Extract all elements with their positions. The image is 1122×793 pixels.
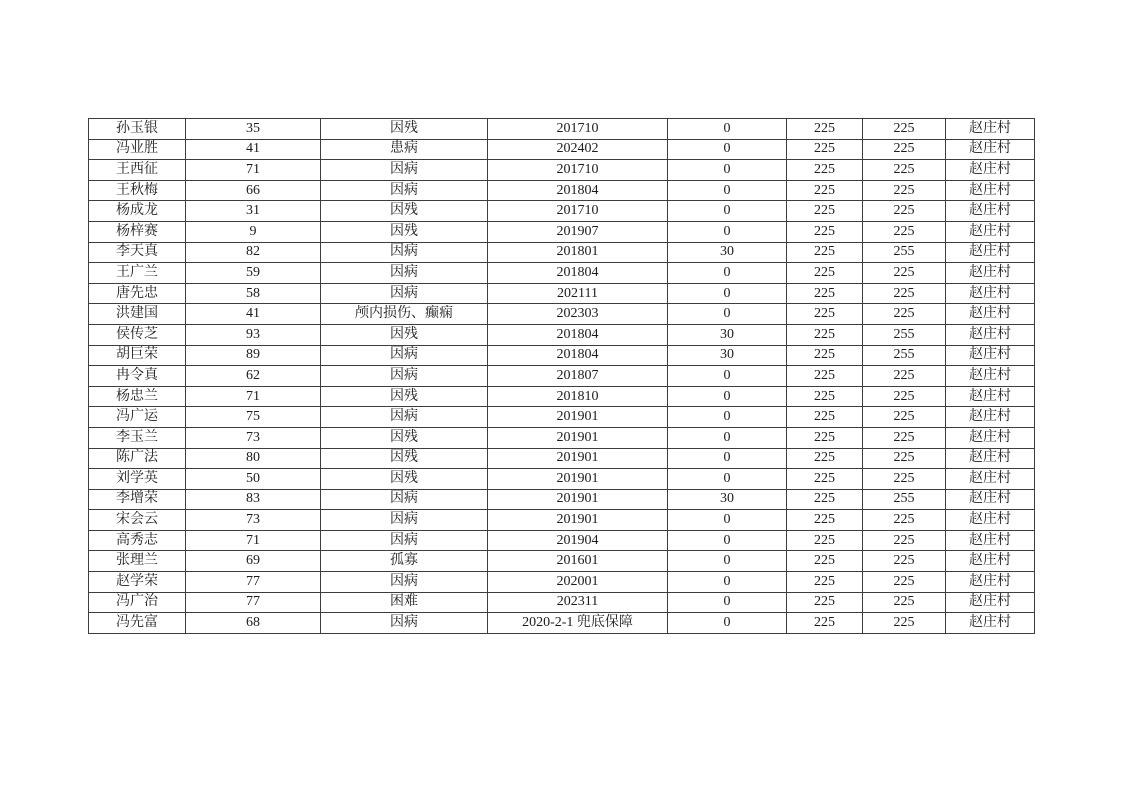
table-cell: 30 — [668, 345, 787, 366]
table-cell: 30 — [668, 242, 787, 263]
table-cell: 孤寡 — [321, 551, 488, 572]
table-cell: 201901 — [488, 407, 668, 428]
table-cell: 0 — [668, 304, 787, 325]
table-row — [89, 221, 1035, 242]
table-cell: 68 — [186, 613, 321, 634]
table-cell: 0 — [668, 180, 787, 201]
table-row — [89, 324, 1035, 345]
table-cell: 201901 — [488, 469, 668, 490]
roster-table-body — [89, 119, 1035, 634]
table-cell: 225 — [787, 407, 863, 428]
table-cell: 因残 — [321, 427, 488, 448]
table-cell: 225 — [863, 510, 946, 531]
table-cell: 201810 — [488, 386, 668, 407]
table-row — [89, 448, 1035, 469]
table-cell: 赵庄村 — [946, 469, 1035, 490]
table-cell: 赵庄村 — [946, 530, 1035, 551]
table-cell: 201804 — [488, 345, 668, 366]
table-cell: 255 — [863, 242, 946, 263]
table-cell: 31 — [186, 201, 321, 222]
table-cell: 225 — [787, 304, 863, 325]
table-cell: 赵庄村 — [946, 448, 1035, 469]
table-cell: 赵庄村 — [946, 572, 1035, 593]
table-cell: 41 — [186, 139, 321, 160]
table-cell: 胡巨荣 — [89, 345, 186, 366]
table-cell: 225 — [787, 324, 863, 345]
table-cell: 因病 — [321, 613, 488, 634]
table-cell: 高秀志 — [89, 530, 186, 551]
table-cell: 赵庄村 — [946, 304, 1035, 325]
table-cell: 颅内损伤、癫痫 — [321, 304, 488, 325]
table-cell: 201601 — [488, 551, 668, 572]
table-cell: 201901 — [488, 448, 668, 469]
table-cell: 2020-2-1 兜底保障 — [488, 613, 668, 634]
table-cell: 0 — [668, 613, 787, 634]
table-cell: 201710 — [488, 160, 668, 181]
table-cell: 201804 — [488, 263, 668, 284]
table-cell: 因病 — [321, 345, 488, 366]
table-cell: 225 — [787, 283, 863, 304]
table-cell: 赵庄村 — [946, 324, 1035, 345]
table-cell: 0 — [668, 551, 787, 572]
table-row — [89, 489, 1035, 510]
table-cell: 侯传芝 — [89, 324, 186, 345]
table-cell: 冉令真 — [89, 366, 186, 387]
table-cell: 赵庄村 — [946, 283, 1035, 304]
table-cell: 30 — [668, 324, 787, 345]
table-cell: 93 — [186, 324, 321, 345]
table-cell: 因病 — [321, 160, 488, 181]
table-cell: 50 — [186, 469, 321, 490]
table-cell: 因病 — [321, 510, 488, 531]
table-cell: 35 — [186, 119, 321, 140]
table-cell: 71 — [186, 386, 321, 407]
table-row — [89, 572, 1035, 593]
table-cell: 225 — [787, 263, 863, 284]
table-cell: 201901 — [488, 489, 668, 510]
table-cell: 因病 — [321, 242, 488, 263]
table-cell: 225 — [863, 386, 946, 407]
table-cell: 9 — [186, 221, 321, 242]
table-row — [89, 366, 1035, 387]
table-cell: 赵庄村 — [946, 551, 1035, 572]
table-cell: 冯先富 — [89, 613, 186, 634]
table-cell: 201904 — [488, 530, 668, 551]
table-cell: 0 — [668, 530, 787, 551]
table-cell: 225 — [787, 201, 863, 222]
table-row — [89, 119, 1035, 140]
table-cell: 225 — [863, 304, 946, 325]
table-cell: 202303 — [488, 304, 668, 325]
table-cell: 255 — [863, 324, 946, 345]
table-cell: 杨成龙 — [89, 201, 186, 222]
table-cell: 宋会云 — [89, 510, 186, 531]
table-cell: 赵庄村 — [946, 386, 1035, 407]
table-cell: 225 — [863, 366, 946, 387]
table-row — [89, 345, 1035, 366]
table-cell: 因病 — [321, 530, 488, 551]
table-cell: 陈广法 — [89, 448, 186, 469]
table-cell: 225 — [863, 613, 946, 634]
table-cell: 冯业胜 — [89, 139, 186, 160]
table-cell: 因残 — [321, 386, 488, 407]
table-cell: 王秋梅 — [89, 180, 186, 201]
table-cell: 0 — [668, 160, 787, 181]
table-cell: 因病 — [321, 407, 488, 428]
table-cell: 89 — [186, 345, 321, 366]
table-cell: 李天真 — [89, 242, 186, 263]
table-cell: 赵庄村 — [946, 510, 1035, 531]
table-row — [89, 510, 1035, 531]
table-row — [89, 201, 1035, 222]
table-cell: 69 — [186, 551, 321, 572]
table-cell: 225 — [787, 139, 863, 160]
table-cell: 225 — [863, 407, 946, 428]
table-cell: 201710 — [488, 119, 668, 140]
table-cell: 因病 — [321, 180, 488, 201]
table-cell: 因病 — [321, 283, 488, 304]
table-cell: 201801 — [488, 242, 668, 263]
table-cell: 0 — [668, 283, 787, 304]
table-cell: 患病 — [321, 139, 488, 160]
table-cell: 201901 — [488, 510, 668, 531]
table-cell: 41 — [186, 304, 321, 325]
table-cell: 冯广治 — [89, 592, 186, 613]
table-cell: 77 — [186, 572, 321, 593]
table-cell: 71 — [186, 530, 321, 551]
table-cell: 80 — [186, 448, 321, 469]
table-cell: 225 — [863, 448, 946, 469]
table-cell: 225 — [787, 160, 863, 181]
table-cell: 因残 — [321, 448, 488, 469]
table-cell: 225 — [787, 510, 863, 531]
table-cell: 0 — [668, 592, 787, 613]
table-cell: 王广兰 — [89, 263, 186, 284]
table-cell: 225 — [787, 345, 863, 366]
table-cell: 刘学英 — [89, 469, 186, 490]
table-cell: 225 — [863, 119, 946, 140]
table-cell: 赵庄村 — [946, 263, 1035, 284]
table-cell: 赵庄村 — [946, 160, 1035, 181]
table-row — [89, 180, 1035, 201]
table-cell: 孙玉银 — [89, 119, 186, 140]
table-cell: 225 — [787, 119, 863, 140]
table-cell: 赵庄村 — [946, 139, 1035, 160]
table-cell: 225 — [787, 469, 863, 490]
table-cell: 0 — [668, 407, 787, 428]
table-cell: 225 — [863, 592, 946, 613]
table-cell: 李玉兰 — [89, 427, 186, 448]
table-cell: 225 — [787, 489, 863, 510]
table-cell: 0 — [668, 263, 787, 284]
table-cell: 202001 — [488, 572, 668, 593]
table-cell: 201804 — [488, 180, 668, 201]
table-cell: 225 — [863, 180, 946, 201]
table-row — [89, 530, 1035, 551]
table-cell: 202111 — [488, 283, 668, 304]
table-row — [89, 427, 1035, 448]
table-cell: 因残 — [321, 119, 488, 140]
table-cell: 张理兰 — [89, 551, 186, 572]
table-cell: 洪建国 — [89, 304, 186, 325]
table-cell: 225 — [863, 551, 946, 572]
table-cell: 201907 — [488, 221, 668, 242]
table-row — [89, 139, 1035, 160]
table-cell: 201901 — [488, 427, 668, 448]
table-row — [89, 304, 1035, 325]
table-row — [89, 242, 1035, 263]
table-cell: 0 — [668, 427, 787, 448]
table-cell: 赵庄村 — [946, 180, 1035, 201]
table-cell: 0 — [668, 139, 787, 160]
table-cell: 困难 — [321, 592, 488, 613]
table-row — [89, 386, 1035, 407]
table-cell: 赵庄村 — [946, 221, 1035, 242]
table-cell: 225 — [863, 469, 946, 490]
table-cell: 因残 — [321, 469, 488, 490]
table-cell: 201807 — [488, 366, 668, 387]
table-cell: 255 — [863, 489, 946, 510]
table-cell: 赵庄村 — [946, 407, 1035, 428]
table-cell: 李增荣 — [89, 489, 186, 510]
table-cell: 201710 — [488, 201, 668, 222]
table-row — [89, 283, 1035, 304]
table-cell: 75 — [186, 407, 321, 428]
table-row — [89, 613, 1035, 634]
table-cell: 因病 — [321, 263, 488, 284]
table-cell: 30 — [668, 489, 787, 510]
table-cell: 225 — [863, 263, 946, 284]
table-cell: 73 — [186, 427, 321, 448]
table-cell: 71 — [186, 160, 321, 181]
table-cell: 225 — [863, 139, 946, 160]
roster-table — [88, 118, 1035, 634]
table-cell: 225 — [787, 448, 863, 469]
table-cell: 201804 — [488, 324, 668, 345]
table-cell: 225 — [787, 366, 863, 387]
table-cell: 赵庄村 — [946, 489, 1035, 510]
table-cell: 因病 — [321, 366, 488, 387]
table-cell: 0 — [668, 366, 787, 387]
table-cell: 225 — [863, 427, 946, 448]
table-cell: 255 — [863, 345, 946, 366]
table-cell: 因残 — [321, 221, 488, 242]
table-cell: 225 — [787, 572, 863, 593]
table-cell: 0 — [668, 448, 787, 469]
table-row — [89, 469, 1035, 490]
table-row — [89, 551, 1035, 572]
table-cell: 0 — [668, 386, 787, 407]
table-cell: 因病 — [321, 489, 488, 510]
table-cell: 225 — [863, 283, 946, 304]
table-cell: 225 — [787, 530, 863, 551]
table-cell: 58 — [186, 283, 321, 304]
table-cell: 225 — [863, 530, 946, 551]
table-cell: 0 — [668, 201, 787, 222]
table-cell: 225 — [787, 386, 863, 407]
table-cell: 225 — [863, 160, 946, 181]
table-cell: 202311 — [488, 592, 668, 613]
table-cell: 0 — [668, 510, 787, 531]
table-row — [89, 160, 1035, 181]
table-cell: 赵庄村 — [946, 242, 1035, 263]
table-row — [89, 263, 1035, 284]
table-cell: 王西征 — [89, 160, 186, 181]
table-cell: 77 — [186, 592, 321, 613]
table-cell: 225 — [863, 201, 946, 222]
table-cell: 0 — [668, 221, 787, 242]
table-row — [89, 592, 1035, 613]
table-cell: 225 — [787, 551, 863, 572]
table-cell: 唐先忠 — [89, 283, 186, 304]
table-cell: 82 — [186, 242, 321, 263]
table-cell: 因病 — [321, 572, 488, 593]
table-cell: 225 — [787, 592, 863, 613]
table-cell: 因残 — [321, 324, 488, 345]
table-cell: 因残 — [321, 201, 488, 222]
table-cell: 0 — [668, 119, 787, 140]
table-cell: 225 — [863, 572, 946, 593]
table-cell: 杨忠兰 — [89, 386, 186, 407]
table-cell: 赵庄村 — [946, 119, 1035, 140]
table-cell: 83 — [186, 489, 321, 510]
table-cell: 225 — [787, 427, 863, 448]
table-cell: 杨梓赛 — [89, 221, 186, 242]
table-cell: 73 — [186, 510, 321, 531]
table-cell: 225 — [787, 180, 863, 201]
table-cell: 赵庄村 — [946, 427, 1035, 448]
table-cell: 225 — [787, 242, 863, 263]
table-cell: 225 — [787, 613, 863, 634]
table-cell: 冯广运 — [89, 407, 186, 428]
table-cell: 赵庄村 — [946, 613, 1035, 634]
table-cell: 赵庄村 — [946, 345, 1035, 366]
table-cell: 225 — [863, 221, 946, 242]
table-cell: 66 — [186, 180, 321, 201]
table-cell: 225 — [787, 221, 863, 242]
table-cell: 赵庄村 — [946, 592, 1035, 613]
table-row — [89, 407, 1035, 428]
table-cell: 202402 — [488, 139, 668, 160]
table-cell: 赵庄村 — [946, 201, 1035, 222]
table-cell: 62 — [186, 366, 321, 387]
table-cell: 0 — [668, 572, 787, 593]
table-cell: 59 — [186, 263, 321, 284]
table-cell: 赵庄村 — [946, 366, 1035, 387]
table-cell: 0 — [668, 469, 787, 490]
table-cell: 赵学荣 — [89, 572, 186, 593]
